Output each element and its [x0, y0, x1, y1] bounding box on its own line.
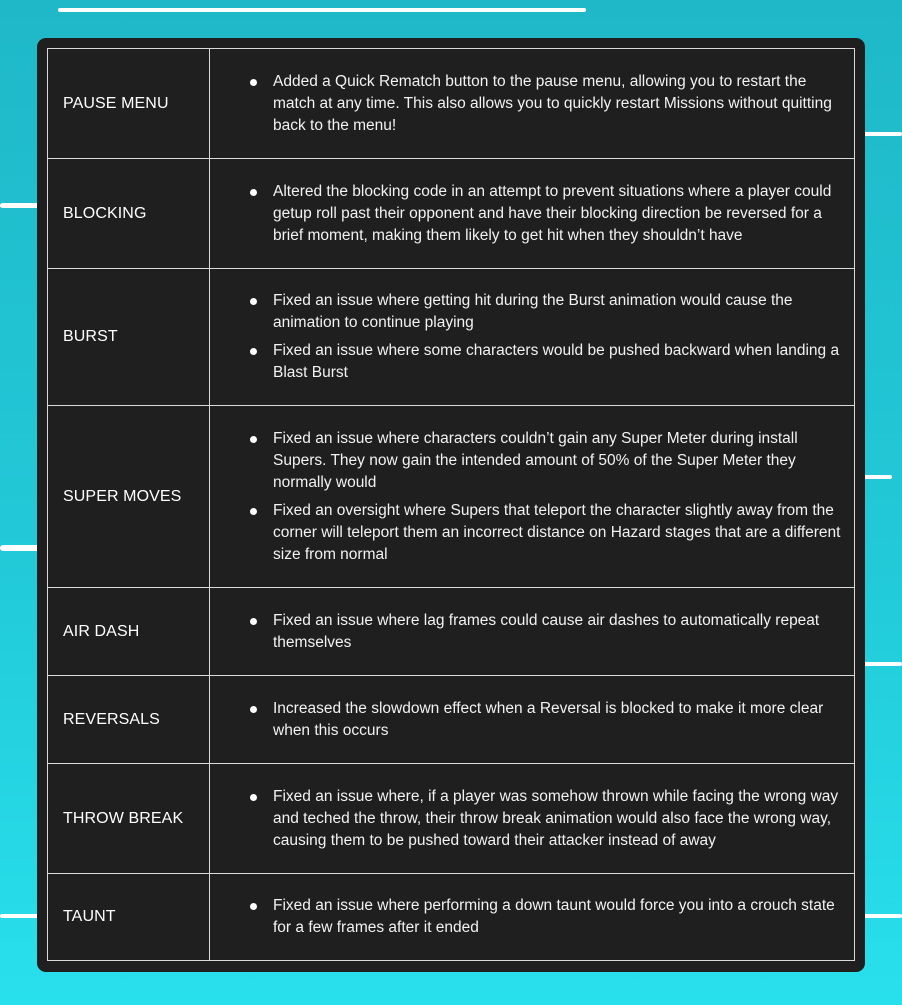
background-streak	[0, 914, 40, 918]
change-list-cell	[210, 588, 855, 676]
patch-notes-table	[47, 48, 855, 961]
category-label: AIR DASH	[48, 588, 210, 676]
table-row	[48, 49, 855, 159]
category-label: BLOCKING	[48, 159, 210, 269]
table-row	[48, 588, 855, 676]
bullet-icon	[250, 903, 257, 910]
bullet-icon	[250, 348, 257, 355]
change-text: Fixed an oversight where Supers that teleport the character slightly away from the corner will teleport them an incorrect distance on Hazard stages that are a different size from normal	[273, 501, 841, 563]
change-text: Increased the slowdown effect when a Reversal is blocked to make it more clear when this occurs	[273, 699, 824, 739]
change-text: Fixed an issue where some characters would be pushed backward when landing a Blast Burst	[273, 342, 840, 381]
bullet-icon	[250, 79, 257, 86]
change-item	[273, 698, 842, 742]
category-label: PAUSE MENU	[48, 49, 210, 159]
background-streak	[0, 545, 40, 551]
category-label: BURST	[48, 269, 210, 406]
bullet-icon	[250, 794, 257, 801]
background-streak	[58, 8, 586, 12]
category-label: SUPER MOVES	[48, 406, 210, 588]
background-streak	[860, 662, 902, 666]
category-label: THROW BREAK	[48, 764, 210, 874]
change-item	[273, 428, 842, 494]
change-text: Fixed an issue where characters couldn’t gain any Super Meter during install Supers. They now gain the intended amount of 50% of the Super Meter they normally would	[273, 429, 798, 491]
change-list	[210, 290, 842, 384]
change-list-cell	[210, 49, 855, 159]
change-list	[210, 71, 842, 137]
change-list-cell	[210, 676, 855, 764]
change-item	[273, 786, 842, 852]
change-text: Fixed an issue where, if a player was somehow thrown while facing the wrong way and teched the throw, their throw break animation would also face the wrong way, causing them to be pushed toward their attacker instead of away	[273, 787, 839, 849]
change-list	[210, 698, 842, 742]
change-item	[273, 610, 842, 654]
change-text: Fixed an issue where getting hit during the Burst animation would cause the animation to continue playing	[273, 292, 793, 331]
change-list	[210, 786, 842, 852]
change-text: Added a Quick Rematch button to the pause menu, allowing you to restart the match at any time. This also allows you to quickly restart Missions without quitting back to the menu!	[273, 72, 832, 134]
change-item	[273, 895, 842, 939]
bullet-icon	[250, 618, 257, 625]
background-streak	[0, 203, 40, 208]
change-list-cell	[210, 874, 855, 961]
change-list-cell	[210, 159, 855, 269]
change-list	[210, 428, 842, 566]
change-item	[273, 181, 842, 247]
table-row	[48, 159, 855, 269]
change-item	[273, 500, 842, 566]
change-text: Fixed an issue where lag frames could cause air dashes to automatically repeat themselves	[273, 611, 820, 651]
change-text: Fixed an issue where performing a down taunt would force you into a crouch state for a few frames after it ended	[273, 897, 835, 936]
change-list	[210, 181, 842, 247]
bullet-icon	[250, 706, 257, 713]
table-row	[48, 764, 855, 874]
change-list	[210, 895, 842, 939]
change-list	[210, 610, 842, 654]
change-item	[273, 290, 842, 334]
background-streak	[862, 132, 902, 136]
change-list-cell	[210, 406, 855, 588]
change-item	[273, 340, 842, 384]
table-row	[48, 874, 855, 961]
table-row	[48, 269, 855, 406]
bullet-icon	[250, 508, 257, 515]
bullet-icon	[250, 189, 257, 196]
bullet-icon	[250, 436, 257, 443]
change-list-cell	[210, 764, 855, 874]
change-text: Altered the blocking code in an attempt to prevent situations where a player could getup roll past their opponent and have their blocking direction be reversed for a brief moment, making them likely to get hit when they shouldn’t have	[273, 182, 832, 244]
table-row	[48, 676, 855, 764]
category-label: TAUNT	[48, 874, 210, 961]
change-item	[273, 71, 842, 137]
change-list-cell	[210, 269, 855, 406]
category-label: REVERSALS	[48, 676, 210, 764]
bullet-icon	[250, 298, 257, 305]
background-streak	[860, 914, 902, 918]
table-row	[48, 406, 855, 588]
